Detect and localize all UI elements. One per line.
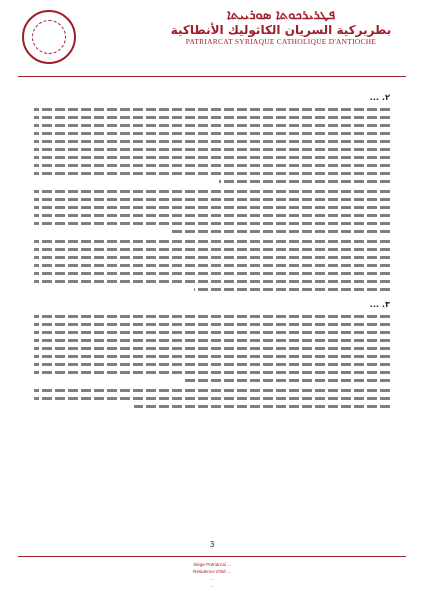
body-paragraph (34, 315, 390, 382)
text-line (169, 230, 390, 233)
letterhead (18, 8, 406, 74)
letterhead-text (156, 8, 406, 46)
footer-line: Siège Patriarcal ... (193, 562, 231, 567)
body-paragraph (34, 389, 390, 408)
text-line (134, 405, 390, 408)
body-paragraph (34, 190, 390, 233)
text-line (34, 264, 390, 267)
patriarchate-seal (22, 10, 76, 64)
footer-line: ... (210, 583, 214, 588)
text-line (34, 280, 390, 283)
text-line (34, 331, 390, 334)
footer-line: Résidence d'été ... (193, 569, 231, 574)
text-line (34, 148, 390, 151)
text-line (34, 240, 390, 243)
footer-line: ... (210, 576, 214, 581)
text-line (34, 164, 390, 167)
text-line (34, 339, 390, 342)
text-line (34, 347, 390, 350)
text-line (34, 156, 390, 159)
text-line (34, 315, 390, 318)
section-title: ٢. ... (369, 92, 390, 102)
document-body (34, 92, 390, 415)
text-line (184, 379, 390, 382)
seal-inner-ring (32, 20, 66, 54)
french-name: PATRIARCAT SYRIAQUE CATHOLIQUE D'ANTIOCHE (185, 37, 377, 46)
text-line (34, 256, 390, 259)
footer-address (18, 556, 406, 589)
text-line (34, 108, 390, 111)
text-line (34, 222, 390, 225)
header-rule (18, 76, 406, 77)
text-line (34, 272, 390, 275)
section-title: ٣. ... (369, 299, 390, 309)
text-line (34, 140, 390, 143)
syriac-name: ܦܛܪܝܪܟܘܬܐ ܣܘܪܝܝܬܐ (226, 8, 336, 23)
page-number: 3 (209, 540, 215, 549)
body-paragraph (34, 108, 390, 183)
text-line (34, 389, 390, 392)
text-line (34, 248, 390, 251)
text-line (34, 206, 390, 209)
text-line (34, 371, 390, 374)
text-line (34, 124, 390, 127)
body-paragraph (34, 240, 390, 291)
text-line (219, 180, 390, 183)
text-line (34, 214, 390, 217)
text-line (34, 363, 390, 366)
text-line (34, 116, 390, 119)
text-line (34, 198, 390, 201)
arabic-name: بطريركية السريان الكاثوليك الأنطاكية (170, 23, 392, 37)
text-line (194, 288, 390, 291)
text-line (34, 172, 390, 175)
text-line (34, 190, 390, 193)
text-line (34, 323, 390, 326)
text-line (34, 397, 390, 400)
text-line (34, 132, 390, 135)
text-line (34, 355, 390, 358)
